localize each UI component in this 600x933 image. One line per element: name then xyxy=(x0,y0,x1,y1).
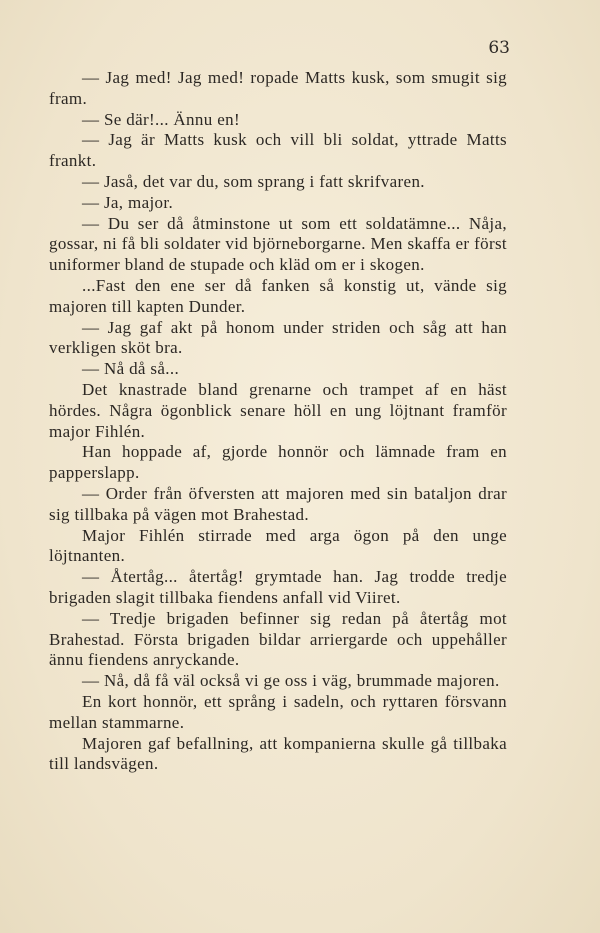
paragraph: — Se där!... Ännu en! xyxy=(82,109,240,129)
paragraph: — Jaså, det var du, som sprang i fatt skrifvaren. xyxy=(82,171,425,191)
paragraph: Han hoppade af, gjorde honnör och lämnade fram en papperslapp. xyxy=(49,442,507,483)
paragraph: En kort honnör, ett språng i sadeln, och ryttaren försvann mellan stammarne. xyxy=(49,691,507,732)
paragraph: Majoren gaf befallning, att kompanierna skulle gå tillbaka till landsvägen. xyxy=(49,733,507,774)
paragraph: — Tredje brigaden befinner sig redan på återtåg mot Brahestad. Första brigaden bildar arriergarde och uppehåller ännu fiendens anryckande. xyxy=(49,608,507,670)
paragraph: — Jag gaf akt på honom under striden och såg att han verkligen sköt bra. xyxy=(49,317,507,358)
paragraph: — Ja, major. xyxy=(82,192,174,212)
paragraph: Det knastrade bland grenarne och trampet af en häst hördes. Några ögonblick senare höll en ung löjtnant framför major Fihlén. xyxy=(49,379,507,441)
paragraph: Major Fihlén stirrade med arga ögon på den unge löjtnanten. xyxy=(49,525,507,566)
paragraph: — Jag med! Jag med! ropade Matts kusk, som smugit sig fram. xyxy=(49,68,507,108)
paragraph: — Du ser då åtminstone ut som ett soldatämne... Nåja, gossar, ni få bli soldater vid björneborgarne. Men skaffa er först uniformer bland de stupade och kläd om er i skogen. xyxy=(49,213,507,275)
body-text xyxy=(49,68,507,775)
paragraph: — Jag är Matts kusk och vill bli soldat, yttrade Matts frankt. xyxy=(49,130,507,171)
paragraph: — Nå då så... xyxy=(82,359,180,379)
paragraph: — Återtåg... återtåg! grymtade han. Jag trodde tredje brigaden slagit tillbaka fiendens anfall vid Viiret. xyxy=(49,567,507,607)
paragraph: ...Fast den ene ser då fanken så konstig ut, vände sig majoren till kapten Dunder. xyxy=(49,275,507,316)
paragraph: — Nå, då få väl också vi ge oss i väg, brummade majoren. xyxy=(82,671,500,691)
page-number: 63 xyxy=(488,38,510,58)
paragraph: — Order från öfversten att majoren med sin bataljon drar sig tillbaka på vägen mot Brahestad. xyxy=(49,483,507,524)
